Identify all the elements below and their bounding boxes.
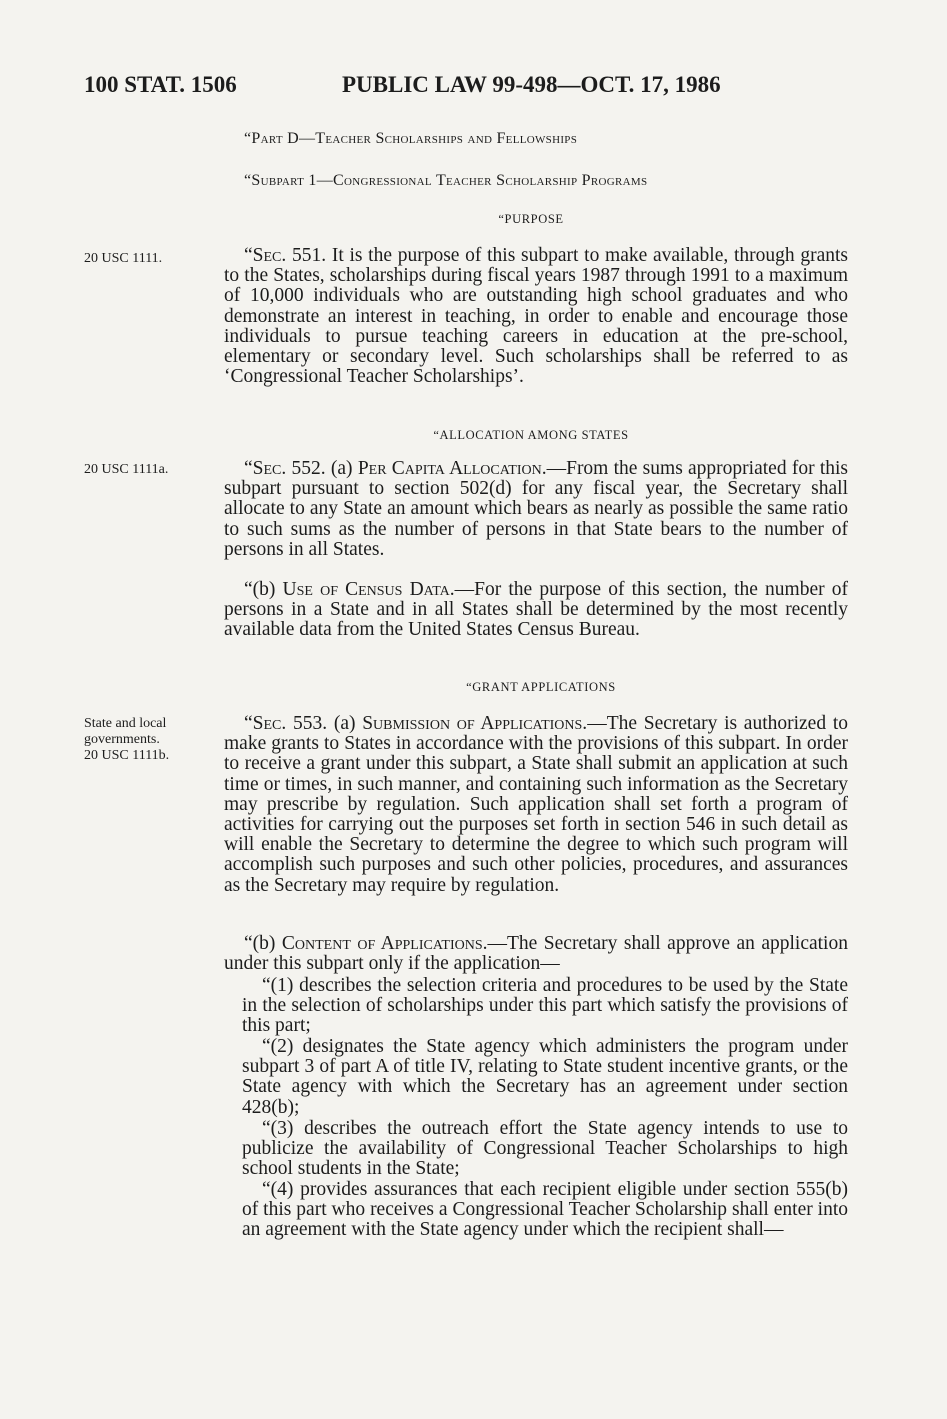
section-553a-paragraph bbox=[224, 714, 848, 896]
section-553b-intro: “(b) bbox=[244, 933, 282, 954]
section-552b-caption: Use of Census Data. bbox=[282, 579, 455, 600]
subpart-title: “Subpart 1—Congressional Teacher Scholarship Programs bbox=[244, 172, 648, 189]
margin-note-line: 20 USC 1111b. bbox=[84, 748, 170, 763]
sec-label: “Sec. bbox=[244, 713, 287, 734]
section-553a-caption: Submission of Applications. bbox=[362, 713, 588, 734]
list-item: “(3) describes the outreach effort the State agency intends to use to publicize the availability of Congressional Teacher Scholarships to high school students in the State; bbox=[242, 1118, 848, 1180]
section-552a-intro: 552. (a) bbox=[286, 458, 358, 479]
section-552b-text: —For the purpose of this section, the number of persons in a State and in all States shall be determined by the most recently available data from the United States Census Bureau. bbox=[224, 579, 848, 641]
margin-note-line: governments. bbox=[84, 732, 160, 747]
margin-note-552: 20 USC 1111a. bbox=[84, 462, 169, 477]
part-title: “Part D—Teacher Scholarships and Fellowships bbox=[244, 130, 578, 147]
statute-page-number: 100 STAT. 1506 bbox=[84, 72, 237, 97]
section-552b-paragraph bbox=[224, 580, 848, 641]
section-551-text: 551. It is the purpose of this subpart to make available, through grants to the States, scholarships during fiscal years 1987 through 1991 to a maximum of 10,000 individuals who are outstanding high school graduates and who demonstrate an interest in teaching, in order to enable and encourage those individuals to pursue teaching careers in education at the pre-school, elementary or secondary level. Such scholarships shall be referred to as ‘Congressional Teacher Scholarships’. bbox=[224, 245, 848, 388]
section-553b-caption: Content of Applications. bbox=[281, 933, 488, 954]
section-553b-paragraph bbox=[224, 934, 848, 974]
list-item: “(2) designates the State agency which administers the program under subpart 3 of part A of title IV, relating to State student incentive grants, or the State agency with which the Secretary has an agreement under section 428(b); bbox=[242, 1036, 848, 1118]
margin-note-line: State and local bbox=[84, 716, 167, 731]
sec-label: “Sec. bbox=[244, 458, 287, 479]
section-551-paragraph bbox=[224, 246, 848, 387]
section-553a-intro: 553. (a) bbox=[286, 713, 363, 734]
section-553a-text: —The Secretary is authorized to make grants to States in accordance with the provisions of this subpart. In order to receive a grant under this subpart, a State shall submit an application at such time or times, in such manner, and containing such information as the Secretary may prescribe by regulation. Such application shall set forth a program of activities for carrying out the purposes set forth in section 546 in such detail as will enable the Secretary to determine the degree to which such program will accomplish such purposes and such other policies, procedures, and assurances as the Secretary may require by regulation. bbox=[224, 713, 848, 896]
list-item: “(1) describes the selection criteria and procedures to be used by the State in the selection of scholarships under this part which satisfy the provisions of this part; bbox=[242, 975, 848, 1037]
allocation-heading: “ALLOCATION AMONG STATES bbox=[433, 428, 629, 442]
section-552a-text: —From the sums appropriated for this subpart pursuant to section 502(d) for any fiscal year, the Secretary shall allocate to any State an amount which bears as nearly as possible the same ratio to such sums as the number of persons in that State bears to the number of persons in all States. bbox=[224, 458, 848, 560]
grant-applications-heading: “GRANT APPLICATIONS bbox=[466, 680, 616, 694]
section-553b-text: —The Secretary shall approve an application under this subpart only if the application— bbox=[224, 933, 848, 975]
law-citation: PUBLIC LAW 99-498—OCT. 17, 1986 bbox=[342, 72, 721, 97]
section-552b-intro: “(b) bbox=[244, 579, 283, 600]
section-552a-paragraph bbox=[224, 459, 848, 560]
purpose-heading: “PURPOSE bbox=[498, 212, 564, 226]
sec-label: “Sec. bbox=[244, 245, 287, 266]
margin-note-551: 20 USC 1111. bbox=[84, 251, 163, 266]
list-item: “(4) provides assurances that each recipient eligible under section 555(b) of this part who receives a Congressional Teacher Scholarship shall enter into an agreement with the State agency under which the recipient shall— bbox=[242, 1179, 848, 1241]
margin-note-553 bbox=[84, 716, 169, 764]
section-552a-caption: Per Capita Allocation. bbox=[357, 458, 547, 479]
